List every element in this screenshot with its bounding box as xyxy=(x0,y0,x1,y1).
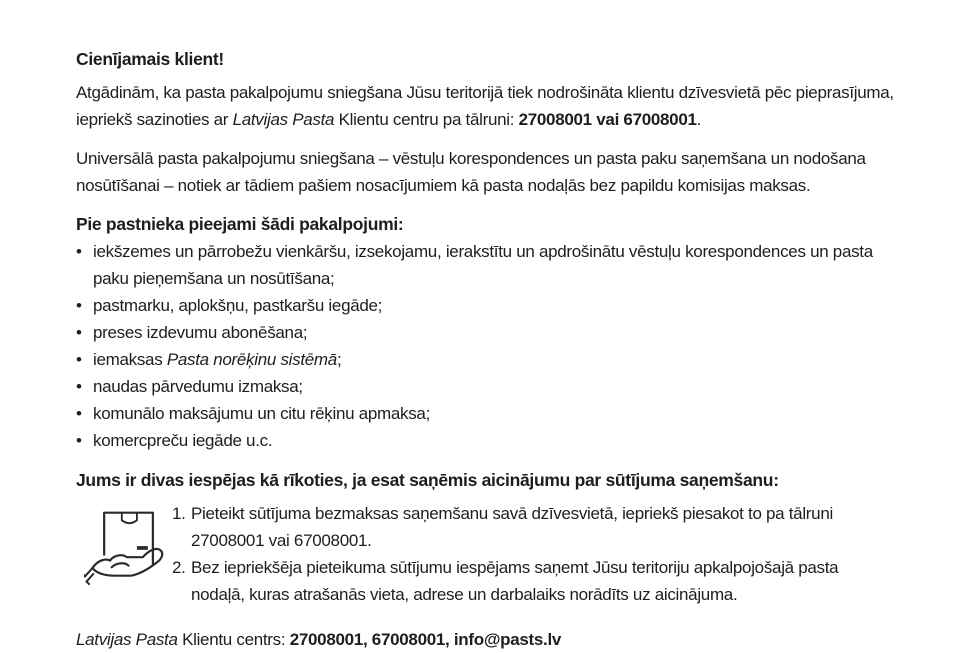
step-text: Pieteikt sūtījuma bezmaksas saņemšanu savā dzīvesvietā, iepriekš piesakot to pa tālruni 27008001 vai 67008001. xyxy=(191,504,833,550)
universal-paragraph: Universālā pasta pakalpojumu sniegšana – vēstuļu korespondences un pasta paku saņemšana un nodošana nosūtīšanai – notiek ar tādiem pašiem nosacījumiem kā pasta nodaļās bez papildu komisijas maksas. xyxy=(76,149,866,195)
service-item xyxy=(76,373,908,400)
parcel-in-hand-icon xyxy=(76,500,172,610)
service-item-text: naudas pārvedumu izmaksa; xyxy=(93,377,303,396)
service-item xyxy=(76,238,908,292)
service-item xyxy=(76,319,908,346)
footer-line xyxy=(76,626,908,653)
step-text: Bez iepriekšēja pieteikuma sūtījumu iespējams saņemt Jūsu teritoriju apkalpojošajā pasta nodaļā, kuras atrašanās vieta, adrese un darbalaiks norādīts uz aicinājuma. xyxy=(191,558,839,604)
service-item xyxy=(76,427,908,454)
services-list xyxy=(76,238,908,454)
bullet-icon: • xyxy=(76,323,82,342)
step-item xyxy=(172,554,884,608)
notice-document xyxy=(76,46,908,653)
phone-numbers: 27008001 vai 67008001 xyxy=(518,110,697,129)
service-item xyxy=(76,400,908,427)
step-item xyxy=(172,500,884,554)
steps-list xyxy=(172,500,884,608)
services-heading: Pie pastnieka pieejami šādi pakalpojumi: xyxy=(76,214,404,234)
service-item xyxy=(76,292,908,319)
service-item-text: iekšzemes un pārrobežu vienkāršu, izsekojamu, ierakstītu un apdrošinātu vēstuļu korespondences un pasta paku pieņemšana un nosūtīšana; xyxy=(93,242,873,288)
intro-text-2: Klientu centru pa tālruni: xyxy=(334,110,519,129)
intro-paragraph xyxy=(76,79,908,133)
options-section xyxy=(76,500,908,610)
bullet-icon: • xyxy=(76,296,82,315)
service-item xyxy=(76,346,908,373)
brand-name: Latvijas Pasta xyxy=(232,110,335,129)
step-number: 2. xyxy=(172,558,186,577)
footer-brand-name: Latvijas Pasta xyxy=(76,630,178,649)
service-item-prefix: iemaksas xyxy=(93,350,167,369)
options-heading: Jums ir divas iespējas kā rīkoties, ja esat saņēmis aicinājumu par sūtījuma saņemšanu: xyxy=(76,470,779,490)
intro-text-3: . xyxy=(696,110,702,129)
bullet-icon: • xyxy=(76,242,82,261)
service-item-text: pastmarku, aplokšņu, pastkaršu iegāde; xyxy=(93,296,383,315)
bullet-icon: • xyxy=(76,350,82,369)
service-item-italic: Pasta norēķinu sistēmā xyxy=(166,350,337,369)
service-item-text: preses izdevumu abonēšana; xyxy=(93,323,308,342)
bullet-icon: • xyxy=(76,377,82,396)
service-item-text xyxy=(93,346,341,373)
bullet-icon: • xyxy=(76,431,82,450)
step-number: 1. xyxy=(172,504,186,523)
service-item-suffix: ; xyxy=(336,350,342,369)
service-item-text: komunālo maksājumu un citu rēķinu apmaksa; xyxy=(93,404,431,423)
footer-text: Klientu centrs: xyxy=(177,630,290,649)
bullet-icon: • xyxy=(76,404,82,423)
intro-text: Atgādinām, ka pasta pakalpojumu sniegšana Jūsu teritorijā tiek nodrošināta klientu dzīvesvietā pēc pieprasījuma, iepriekš sazinoties ar xyxy=(76,83,894,129)
greeting-heading: Cienījamais klient! xyxy=(76,49,224,69)
footer-contacts: 27008001, 67008001, info@pasts.lv xyxy=(289,630,562,649)
service-item-text: komercpreču iegāde u.c. xyxy=(93,431,273,450)
